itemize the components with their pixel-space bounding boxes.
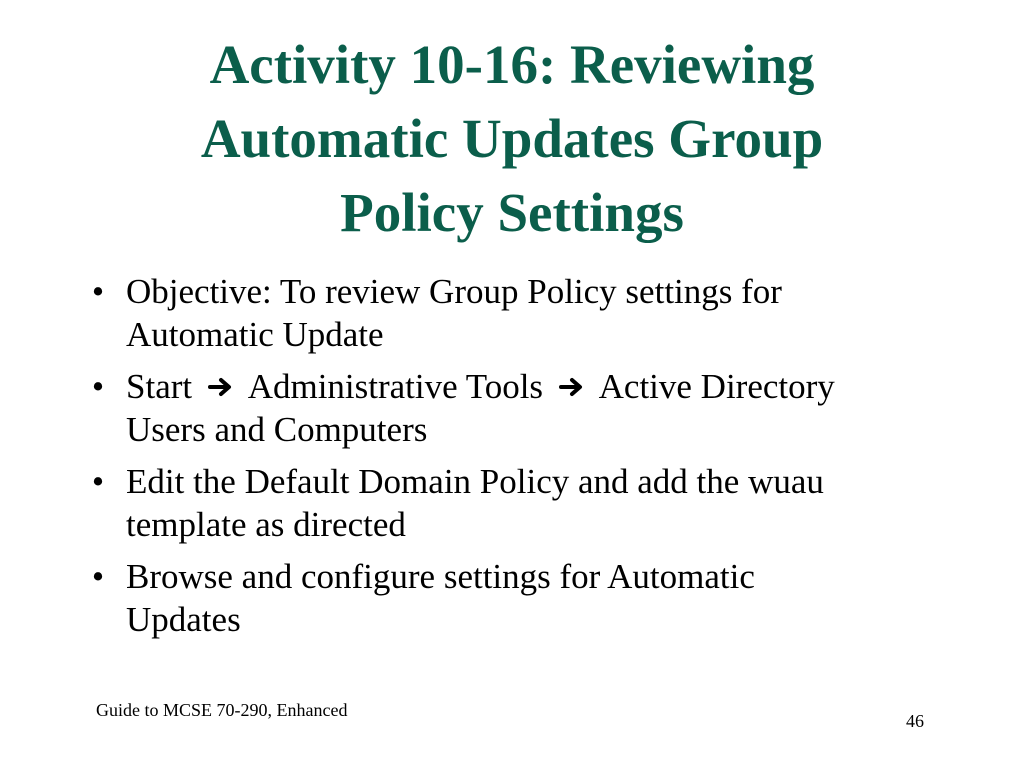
bullet-edit-policy [88,460,948,546]
path-administrative-tools: Administrative Tools [247,367,544,406]
bullet-line: Updates [126,600,241,639]
footer-course-title: Guide to MCSE 70-290, Enhanced [96,700,348,720]
bullet-navigation-path [88,365,948,451]
bullet-line: Edit the Default Domain Policy and add the wuau [126,462,824,501]
bullet-text [126,365,948,451]
bullet-line [126,365,948,408]
bullet-text [126,270,948,356]
bullet-marker: • [91,462,105,501]
right-arrow-icon [558,375,586,399]
bullet-objective [88,270,948,356]
bullet-list [88,270,948,650]
bullet-line: Objective: To review Group Policy settings for [126,272,782,311]
bullet-marker: • [91,272,105,311]
bullet-line: Users and Computers [126,410,428,449]
slide-title [60,28,964,250]
title-line: Policy Settings [340,182,684,243]
bullet-browse-settings [88,555,948,641]
page-number: 46 [906,711,924,731]
path-active-directory: Active Directory [598,367,835,406]
path-start: Start [126,367,193,406]
title-line: Automatic Updates Group [200,108,824,169]
title-line: Activity 10-16: Reviewing [209,34,815,95]
bullet-marker: • [91,557,105,596]
bullet-line: Browse and configure settings for Automatic [126,557,755,596]
right-arrow-icon [207,375,235,399]
bullet-marker: • [91,367,105,406]
bullet-line: Automatic Update [126,315,384,354]
bullet-text [126,460,948,546]
bullet-line: template as directed [126,505,406,544]
bullet-text [126,555,948,641]
